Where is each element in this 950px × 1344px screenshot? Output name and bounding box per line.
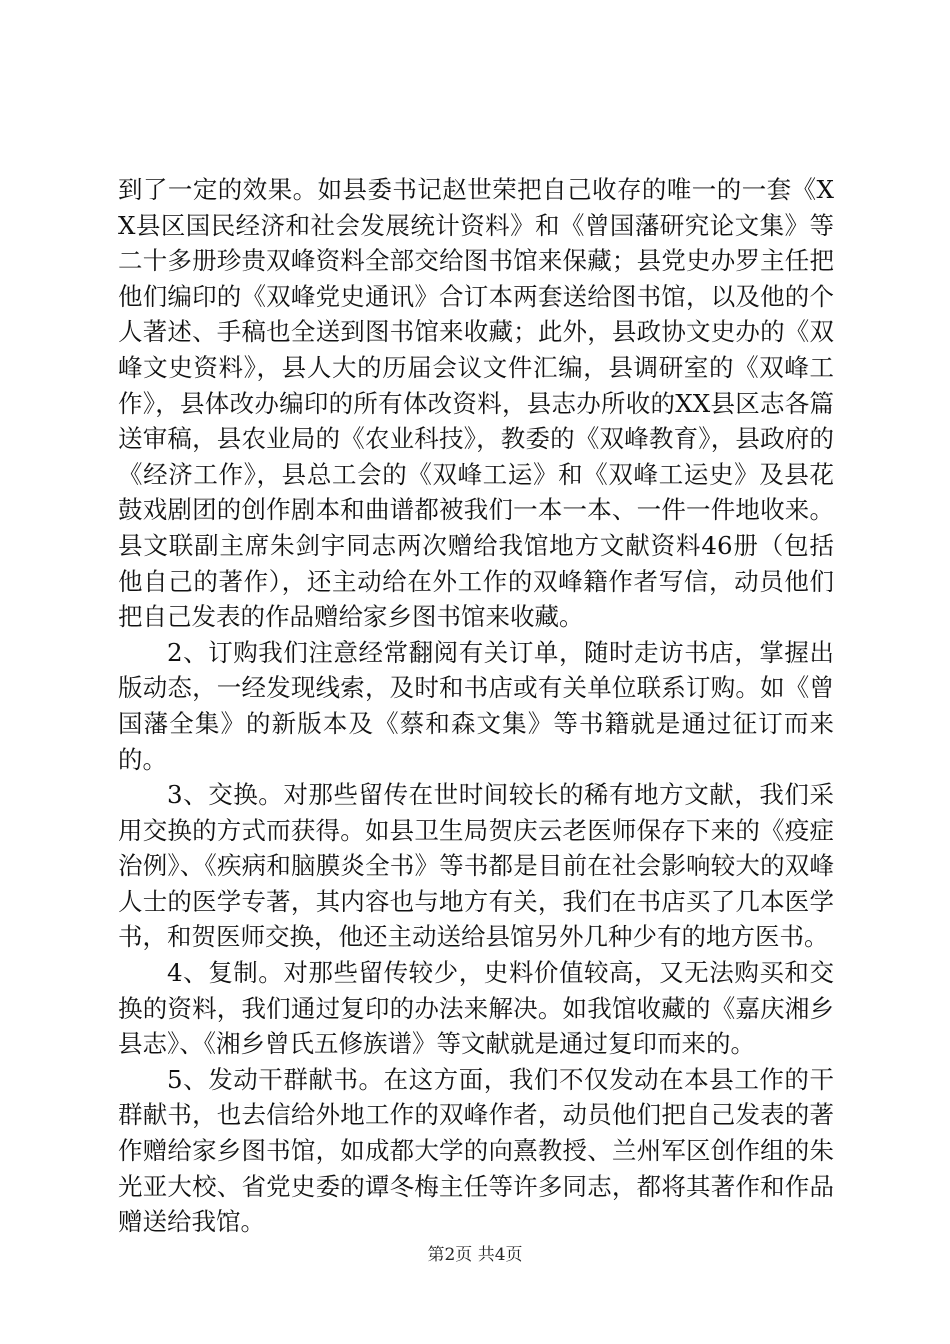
paragraph-subscription: 2、订购我们注意经常翻阅有关订单，随时走访书店，掌握出版动态，一经发现线索，及时和书店或有关单位联系订购。如《曾国藩全集》的新版本及《蔡和森文集》等书籍就是通过征订而来的。 <box>118 637 834 774</box>
document-body <box>118 172 834 1240</box>
page-number-footer: 第2页 共4页 <box>427 1245 523 1265</box>
paragraph-intro-continued: 到了一定的效果。如县委书记赵世荣把自己收存的唯一的一套《XX县区国民经济和社会发展统计资料》和《曾国藩研究论文集》等二十多册珍贵双峰资料全部交给图书馆来保藏；县党史办罗主任把他们编印的《双峰党史通讯》合订本两套送给图书馆，以及他的个人著述、手稿也全送到图书馆来收藏；此外，县政协文史办的《双峰文史资料》，县人大的历届会议文件汇编，县调研室的《双峰工作》，县体改办编印的所有体改资料，县志办所收的XX县区志各篇送审稿，县农业局的《农业科技》，教委的《双峰教育》，县政府的《经济工作》，县总工会的《双峰工运》和《双峰工运史》及县花鼓戏剧团的创作剧本和曲谱都被我们一本一本、一件一件地收来。县文联副主席朱剑宇同志两次赠给我馆地方文献资料46册（包括他自己的著作），还主动给在外工作的双峰籍作者写信，动员他们把自己发表的作品赠给家乡图书馆来收藏。 <box>118 175 834 632</box>
paragraph-exchange: 3、交换。对那些留传在世时间较长的稀有地方文献，我们采用交换的方式而获得。如县卫生局贺庆云老医师保存下来的《疫症治例》、《疾病和脑膜炎全书》等书都是目前在社会影响较大的双峰人士的医学专著，其内容也与地方有关，我们在书店买了几本医学书，和贺医师交换，他还主动送给县馆另外几种少有的地方医书。 <box>118 780 834 952</box>
paragraph-donation: 5、发动干群献书。在这方面，我们不仅发动在本县工作的干群献书，也去信给外地工作的双峰作者，动员他们把自己发表的著作赠给家乡图书馆，如成都大学的向熹教授、兰州军区创作组的朱光亚大校、省党史委的谭冬梅主任等许多同志，都将其著作和作品赠送给我馆。 <box>118 1064 834 1237</box>
paragraph-copying: 4、复制。对那些留传较少，史料价值较高，又无法购买和交换的资料，我们通过复印的办法来解决。如我馆收藏的《嘉庆湘乡县志》、《湘乡曾氏五修族谱》等文献就是通过复印而来的。 <box>118 958 834 1059</box>
